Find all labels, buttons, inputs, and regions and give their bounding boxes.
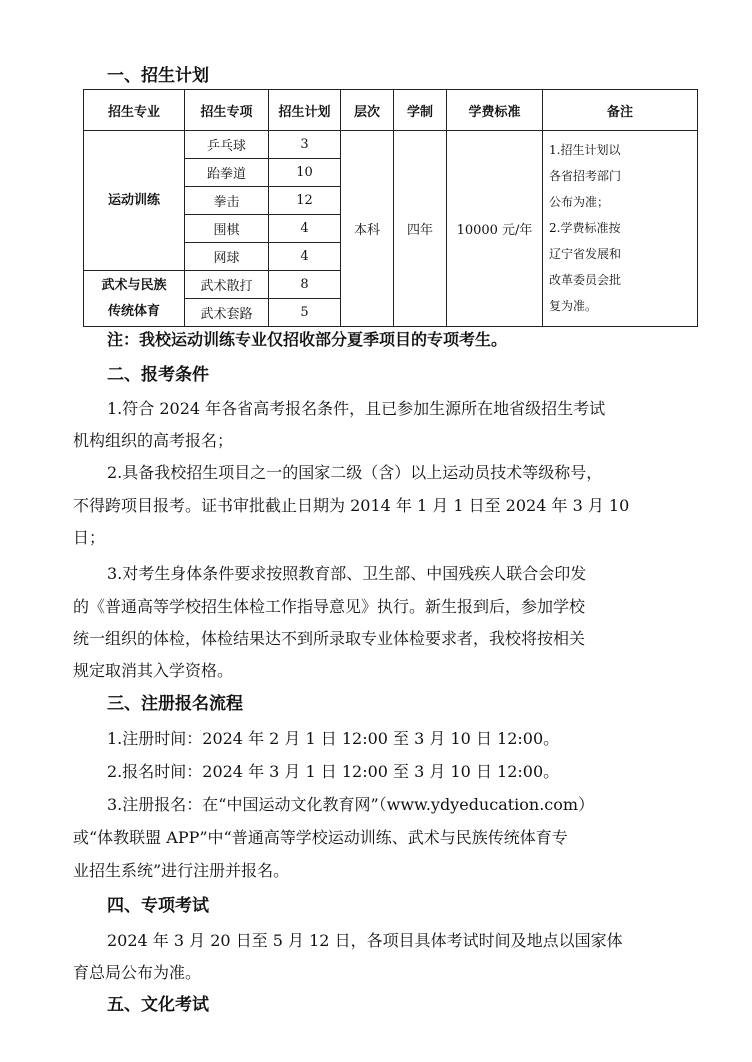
remark-line: 各省招考部门 [549,169,622,183]
major-cell [84,271,185,327]
plan-cell: 8 [269,271,341,299]
duration-cell: 四年 [394,131,447,327]
paragraph-line: 日； [73,528,106,547]
plan-cell: 3 [269,131,341,159]
plan-cell: 12 [269,187,341,215]
plan-cell: 5 [269,299,341,327]
item-cell: 乒乓球 [185,131,269,159]
plan-cell: 4 [269,243,341,271]
item-cell: 拳击 [185,187,269,215]
paragraph-line: 不得跨项目报考。证书审批截止日期为 2014 年 1 月 1 日至 2024 年 3 月 10 [73,496,630,515]
paragraph-line: 规定取消其入学资格。 [73,661,234,680]
col-header-duration: 学制 [394,90,447,131]
remark-line: 复为准。 [549,299,598,313]
major-line: 武术与民族 [101,277,167,293]
item-cell: 武术散打 [185,271,269,299]
col-header-level: 层次 [341,90,394,131]
section-4-heading: 四、专项考试 [107,896,209,916]
remark-line: 2.学费标准按 [549,221,621,235]
item-cell: 网球 [185,243,269,271]
major-cell: 运动训练 [84,131,185,271]
level-cell: 本科 [341,131,394,327]
section-3-heading: 三、注册报名流程 [107,694,243,714]
remarks-cell [543,131,698,327]
plan-cell: 4 [269,215,341,243]
paragraph-line: 或“体教联盟 APP”中“普通高等学校运动训练、武术与民族传统体育专 [73,828,568,847]
plan-cell: 10 [269,159,341,187]
item-cell: 跆拳道 [185,159,269,187]
major-line: 传统体育 [107,303,160,319]
paragraph-line: 1.注册时间：2024 年 2 月 1 日 12:00 至 3 月 10 日 12:00。 [107,729,560,748]
tuition-cell: 10000 元/年 [447,131,543,327]
paragraph-line: 1.符合 2024 年各省高考报名条件，且已参加生源所在地省级招生考试 [107,399,606,418]
paragraph-line: 育总局公布为准。 [73,963,202,982]
remark-line: 辽宁省发展和 [549,247,622,261]
col-header-plan: 招生计划 [269,90,341,131]
col-header-remarks: 备注 [543,90,698,131]
paragraph-line: 3.注册报名：在“中国运动文化教育网”（www.ydyeducation.com） [107,795,595,814]
remark-line: 改革委员会批 [549,273,622,287]
col-header-item: 招生专项 [185,90,269,131]
section-5-heading: 五、文化考试 [107,995,209,1015]
remark-line: 1.招生计划以 [549,143,621,157]
paragraph-line: 2.具备我校招生项目之一的国家二级（含）以上运动员技术等级称号， [107,463,603,482]
section-2-heading: 二、报考条件 [107,365,209,385]
col-header-tuition: 学费标准 [447,90,543,131]
remark-line: 公布为准； [549,195,610,209]
table-note: 注：我校运动训练专业仅招收部分夏季项目的专项考生。 [107,330,508,349]
paragraph-line: 统一组织的体检，体检结果达不到所录取专业体检要求者，我校将按相关 [73,629,586,648]
paragraph-line: 业招生系统”进行注册并报名。 [73,861,290,880]
item-cell: 武术套路 [185,299,269,327]
paragraph-line: 2024 年 3 月 20 日至 5 月 12 日，各项目具体考试时间及地点以国家体 [107,931,623,950]
col-header-major: 招生专业 [84,90,185,131]
paragraph-line: 机构组织的高考报名； [73,431,234,450]
paragraph-line: 的《普通高等学校招生体检工作指导意见》执行。新生报到后，参加学校 [73,597,586,616]
paragraph-line: 2.报名时间：2024 年 3 月 1 日 12:00 至 3 月 10 日 12:00。 [107,762,560,781]
section-1-heading: 一、招生计划 [107,66,209,86]
enrollment-plan-table [83,89,698,327]
item-cell: 围棋 [185,215,269,243]
paragraph-line: 3.对考生身体条件要求按照教育部、卫生部、中国残疾人联合会印发 [107,564,587,583]
